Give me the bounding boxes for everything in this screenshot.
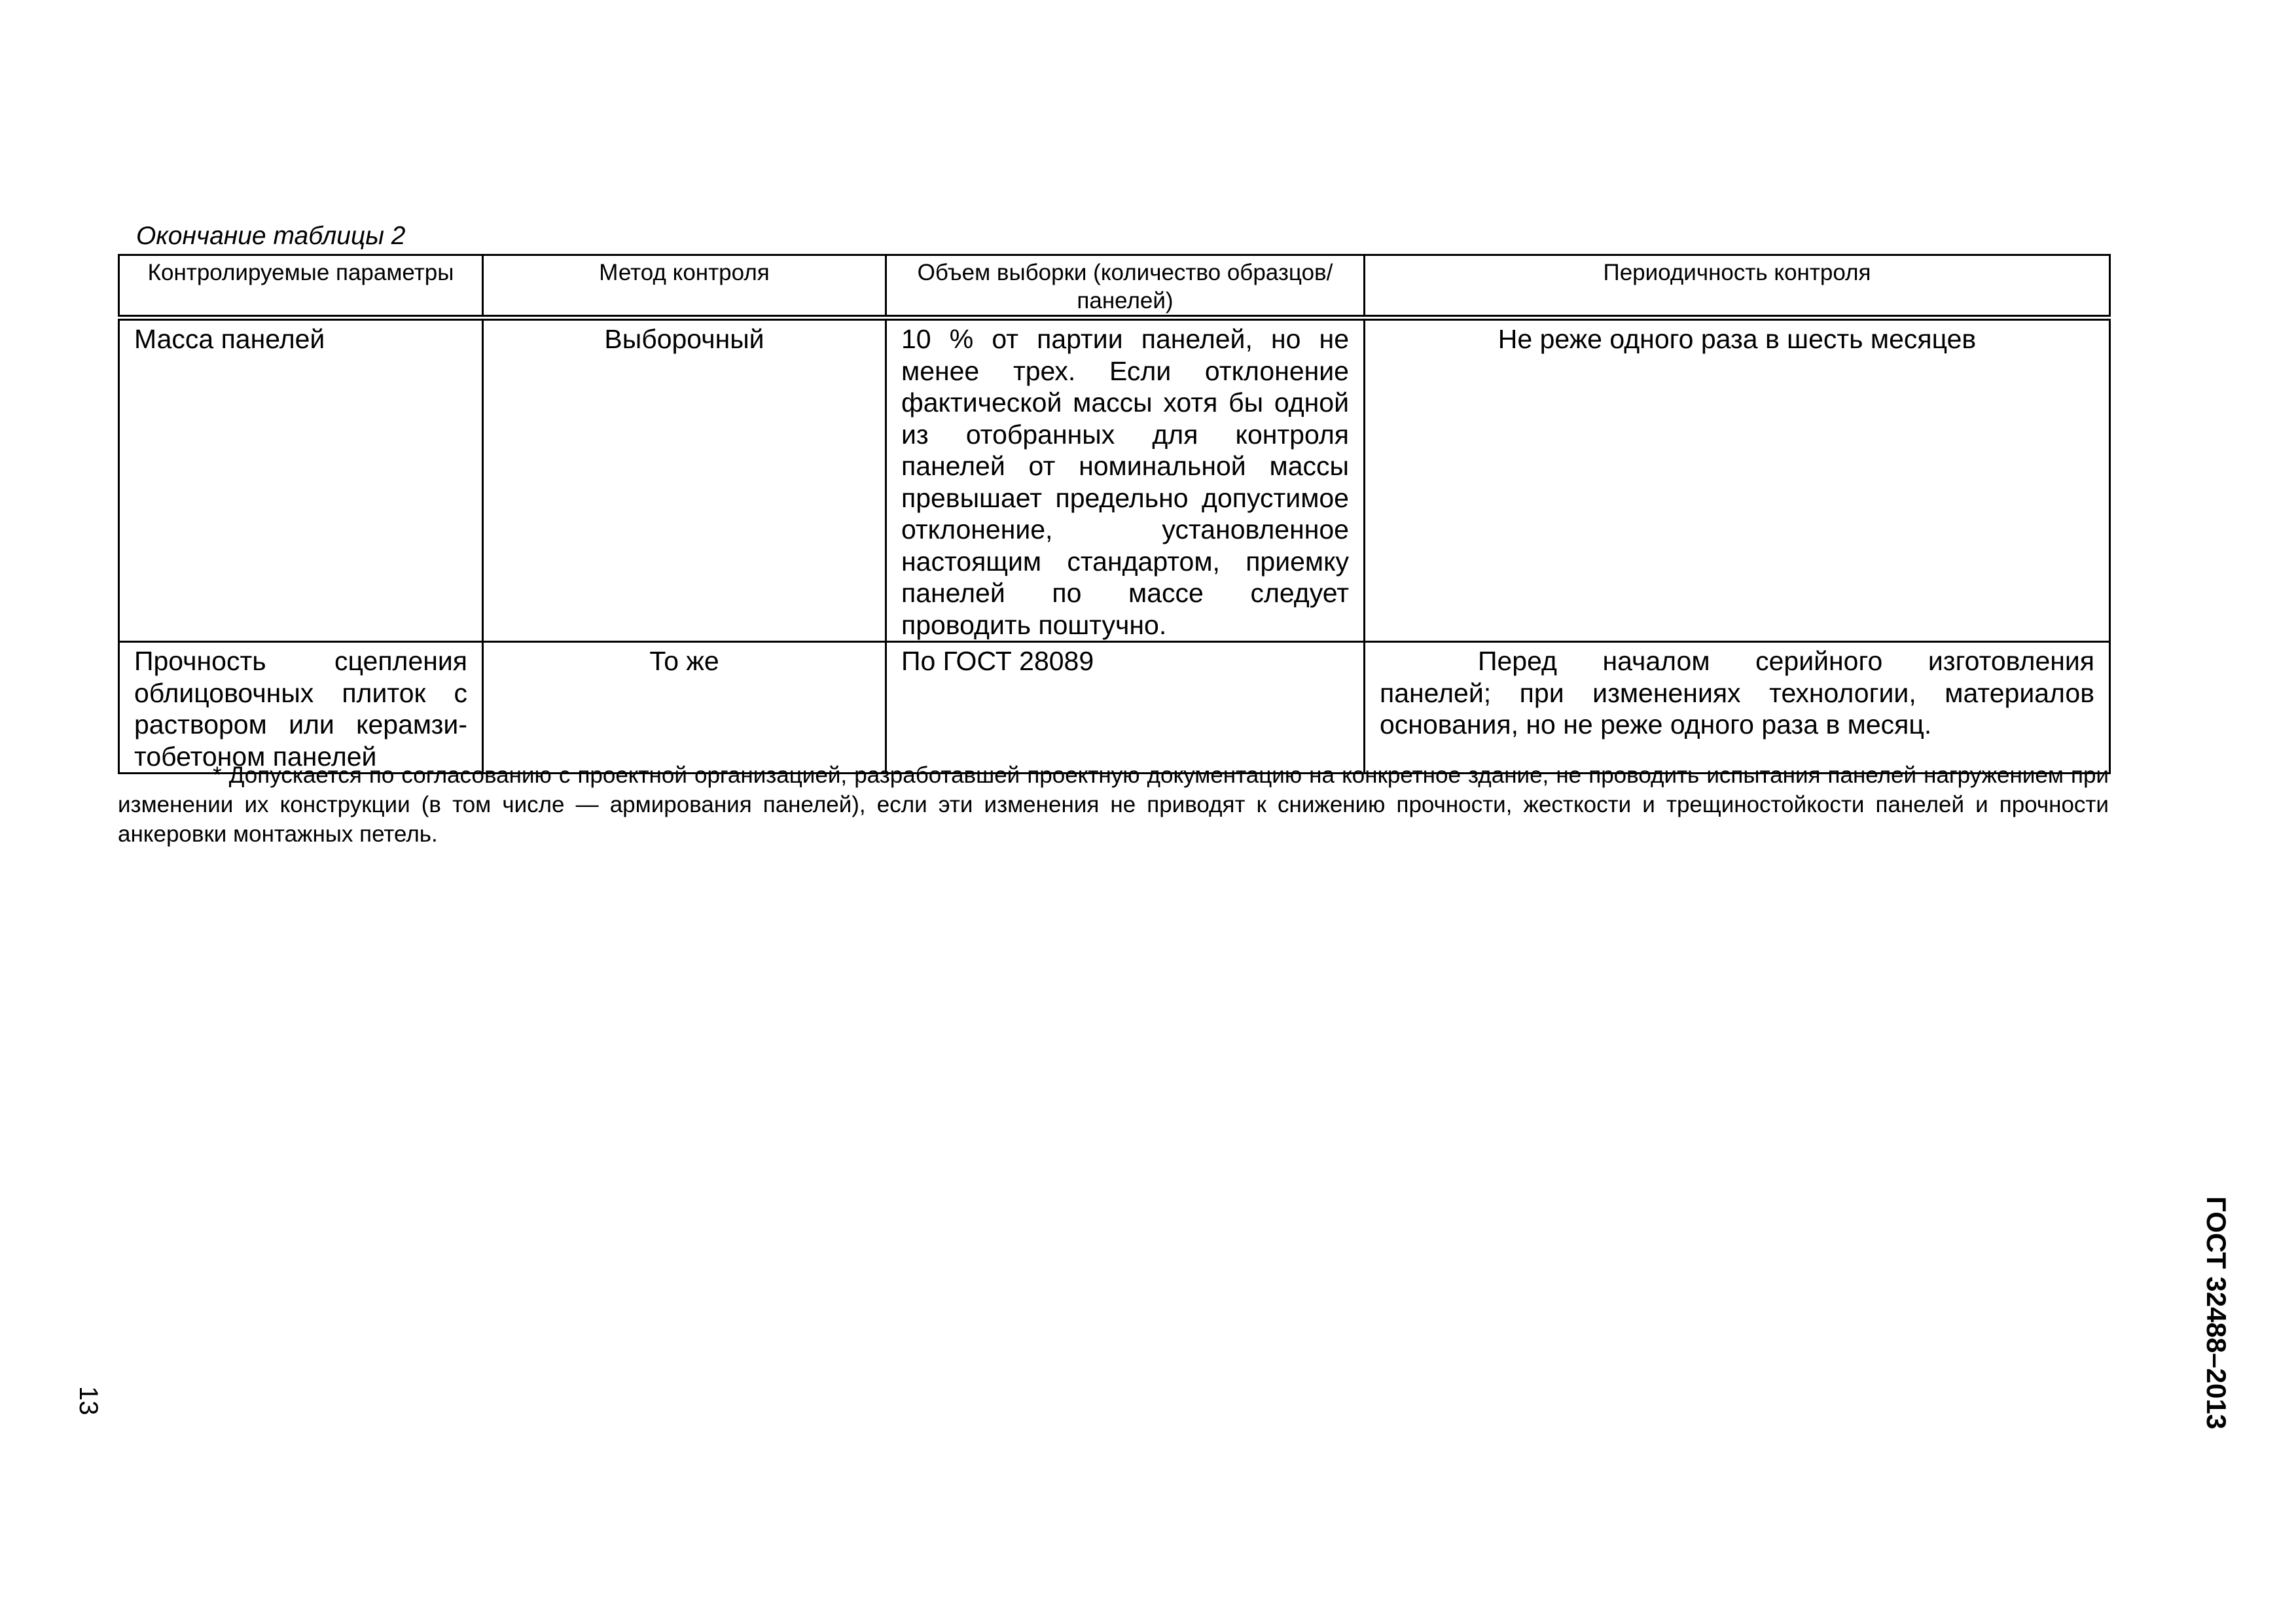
cell-method: Выборочный — [483, 318, 886, 642]
cell-sample: 10 % от партии панелей, но не менее трех. Если отклонение фактической массы хотя бы одной из отобранных для контроля панелей от номинальной массы превышает предельно допустимое отклонение, установленное настоящим стандартом, приемку панелей по массе следует проводить поштучно. — [886, 318, 1365, 642]
cell-parameter: Масса панелей — [119, 318, 483, 642]
table-row — [119, 318, 2110, 642]
running-header: ГОСТ 32488–2013 — [2201, 1196, 2232, 1430]
header-parameter: Контролируемые параметры — [119, 255, 483, 318]
page-number: 13 — [74, 1386, 103, 1416]
cell-method: То же — [483, 642, 886, 774]
table-caption: Окончание таблицы 2 — [136, 222, 406, 250]
control-table — [118, 254, 2111, 774]
cell-sample: По ГОСТ 28089 — [886, 642, 1365, 774]
table-footnote: * Допускается по согласованию с проектной организацией, разработавшей проектную документацию на конкретное здание, не проводить испытания панелей нагружением при изменении их конструкции (в том числе — армирования панелей), если эти изменения не приводят к снижению прочности, жесткости и трещиностойкости панелей и прочности анкеровки монтажных петель. — [118, 762, 2109, 847]
table-header-row — [119, 255, 2110, 318]
cell-periodicity: Не реже одного раза в шесть месяцев — [1365, 318, 2110, 642]
header-periodicity: Периодичность контроля — [1365, 255, 2110, 318]
header-sample: Объем выборки (количество образцов/панелей) — [886, 255, 1365, 318]
table-row — [119, 642, 2110, 774]
header-method: Метод контроля — [483, 255, 886, 318]
cell-periodicity: Перед началом серийного изготовления панелей; при изменениях технологии, материалов основания, но не реже одного раза в месяц. — [1365, 642, 2110, 774]
cell-parameter: Прочность сцепления облицовочных плиток с раствором или керамзи-тобетоном панелей — [119, 642, 483, 774]
